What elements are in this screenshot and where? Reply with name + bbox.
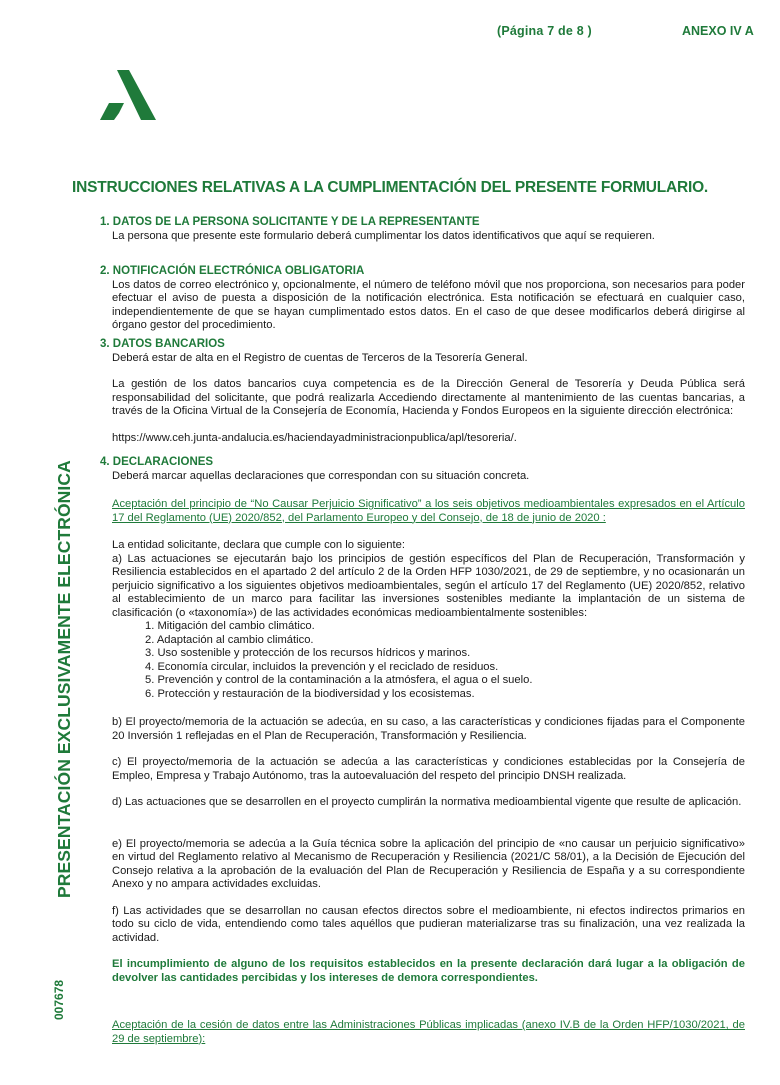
section-body: Deberá marcar aquellas declaraciones que correspondan con su situación concreta. (112, 469, 530, 482)
side-vertical-label: PRESENTACIÓN EXCLUSIVAMENTE ELECTRÓNICA (54, 460, 74, 898)
entity-declares: La entidad solicitante, declara que cumple con lo siguiente: (112, 539, 405, 551)
annex-label: ANEXO IV A (682, 24, 754, 38)
list-item: 1. Mitigación del cambio climático. (145, 620, 315, 632)
page-title: INSTRUCCIONES RELATIVAS A LA CUMPLIMENTACIÓN DEL PRESENTE FORMULARIO. (71, 179, 709, 196)
list-item: 6. Protección y restauración de la biodiversidad y los ecosistemas. (145, 687, 475, 700)
warning-text: El incumplimiento de alguno de los requisitos establecidos en la presente declaración dará lugar a la obligación de devolver las cantidades percibidas y los intereses de demora correspondientes. (112, 958, 745, 984)
section-3 (100, 338, 745, 445)
cession-title: Aceptación de la cesión de datos entre las Administraciones Públicas implicadas (anexo IV.B de la Orden HFP/1030/2021, de 29 de septiembre): (112, 1019, 745, 1045)
section-body: Los datos de correo electrónico y, opcionalmente, el número de teléfono móvil que nos proporciona, son necesarios para poder efectuar el aviso de puesta a disposición de la notificación electrónica. Esta notificación se efectuará en cualquier caso, independientemente de que se hayan cumplimentado estos datos. En el caso de que desee modificarlos deberá dirigirse al órgano gestor del procedimiento. (112, 278, 745, 331)
declaration-e: e) El proyecto/memoria se adecúa a la Guía técnica sobre la aplicación del principio de «no causar un perjuicio significativo» en virtud del Reglamento relativo al Mecanismo de Recuperación y Resiliencia (2021/C 58/01), a la Decisión de Ejecución del Consejo relativa a la aprobación de la evaluación del Plan de Recuperación y Resiliencia de España y a su correspondiente Anexo y no ampara actividades excluidas. (112, 837, 745, 890)
section-body: La persona que presente este formulario deberá cumplimentar los datos identificativos que aquí se requieren. (112, 229, 655, 242)
junta-andalucia-logo-icon (100, 70, 156, 120)
section-heading: 1. DATOS DE LA PERSONA SOLICITANTE Y DE LA REPRESENTANTE (100, 216, 480, 228)
tesoreria-url[interactable]: https://www.ceh.junta-andalucia.es/haciendayadministracionpublica/apl/tesoreria/. (112, 431, 517, 444)
dnsh-title: Aceptación del principio de “No Causar Perjuicio Significativo” a los seis objetivos medioambientales expresados en el Artículo 17 del Reglamento (UE) 2020/852, del Parlamento Europeo y del Consejo, de 18 de junio de 2020 : (112, 498, 745, 524)
page-indicator: (Página 7 de 8 ) (497, 24, 592, 38)
section-body: Deberá estar de alta en el Registro de cuentas de Terceros de la Tesorería General. (112, 351, 528, 364)
section-body: La gestión de los datos bancarios cuya competencia es de la Dirección General de Tesorería y Deuda Pública será responsabilidad del solicitante, que podrá realizarla Accediendo directamente al mantenimiento de las cuentas bancarias, a través de la Oficina Virtual de la Consejería de Economía, Hacienda y Fondos Europeos en la siguiente dirección electrónica: (112, 378, 745, 417)
list-item: 2. Adaptación al cambio climático. (145, 633, 314, 646)
list-item: 5. Prevención y control de la contaminación a la atmósfera, el agua o el suelo. (145, 674, 533, 686)
document-code: 007678 (52, 979, 66, 1020)
section-4 (100, 456, 745, 1046)
declaration-b: b) El proyecto/memoria de la actuación se adecúa, en su caso, a las características y condiciones fijadas para el Componente 20 Inversión 1 reflejadas en el Plan de Recuperación, Transformación y Resiliencia. (112, 716, 745, 742)
section-heading: 2. NOTIFICACIÓN ELECTRÓNICA OBLIGATORIA (100, 265, 365, 277)
section-heading: 3. DATOS BANCARIOS (100, 338, 225, 350)
objectives-list (145, 620, 745, 701)
declaration-a: a) Las actuaciones se ejecutarán bajo los principios de gestión específicos del Plan de Recuperación, Transformación y Resiliencia establecidos en el apartado 2 del artículo 2 de la Orden HFP 1030/2021, de 29 de septiembre, y no ocasionarán un perjuicio significativo a los siguientes objetivos medioambientales, según el artículo 17 del Reglamento (UE) 2020/852, relativo al establecimiento de un marco para facilitar las inversiones sostenibles mediante la implantación de un sistema de clasificación (o «taxonomía») de las actividades económicas medioambientalmente sostenibles: (112, 552, 745, 619)
list-item: 3. Uso sostenible y protección de los recursos hídricos y marinos. (145, 647, 471, 659)
declaration-d: d) Las actuaciones que se desarrollen en el proyecto cumplirán la normativa medioambiental vigente que resulte de aplicación. (112, 796, 742, 808)
section-2 (100, 265, 745, 333)
declaration-c: c) El proyecto/memoria de la actuación se adecúa a las características y condiciones establecidas por la Consejería de Empleo, Empresa y Trabajo Autónomo, tras la autoevaluación del respeto del principio DNSH realizada. (112, 756, 745, 782)
list-item: 4. Economía circular, incluidos la prevención y el reciclado de residuos. (145, 660, 499, 673)
section-1 (100, 216, 745, 243)
section-heading: 4. DECLARACIONES (100, 456, 214, 468)
declaration-f: f) Las actividades que se desarrollan no causan efectos directos sobre el medioambiente, ni efectos indirectos primarios en todo su ciclo de vida, entendiendo como tales aquéllos que pudieran materializarse tras su finalización, una vez realizada la actividad. (112, 904, 745, 944)
